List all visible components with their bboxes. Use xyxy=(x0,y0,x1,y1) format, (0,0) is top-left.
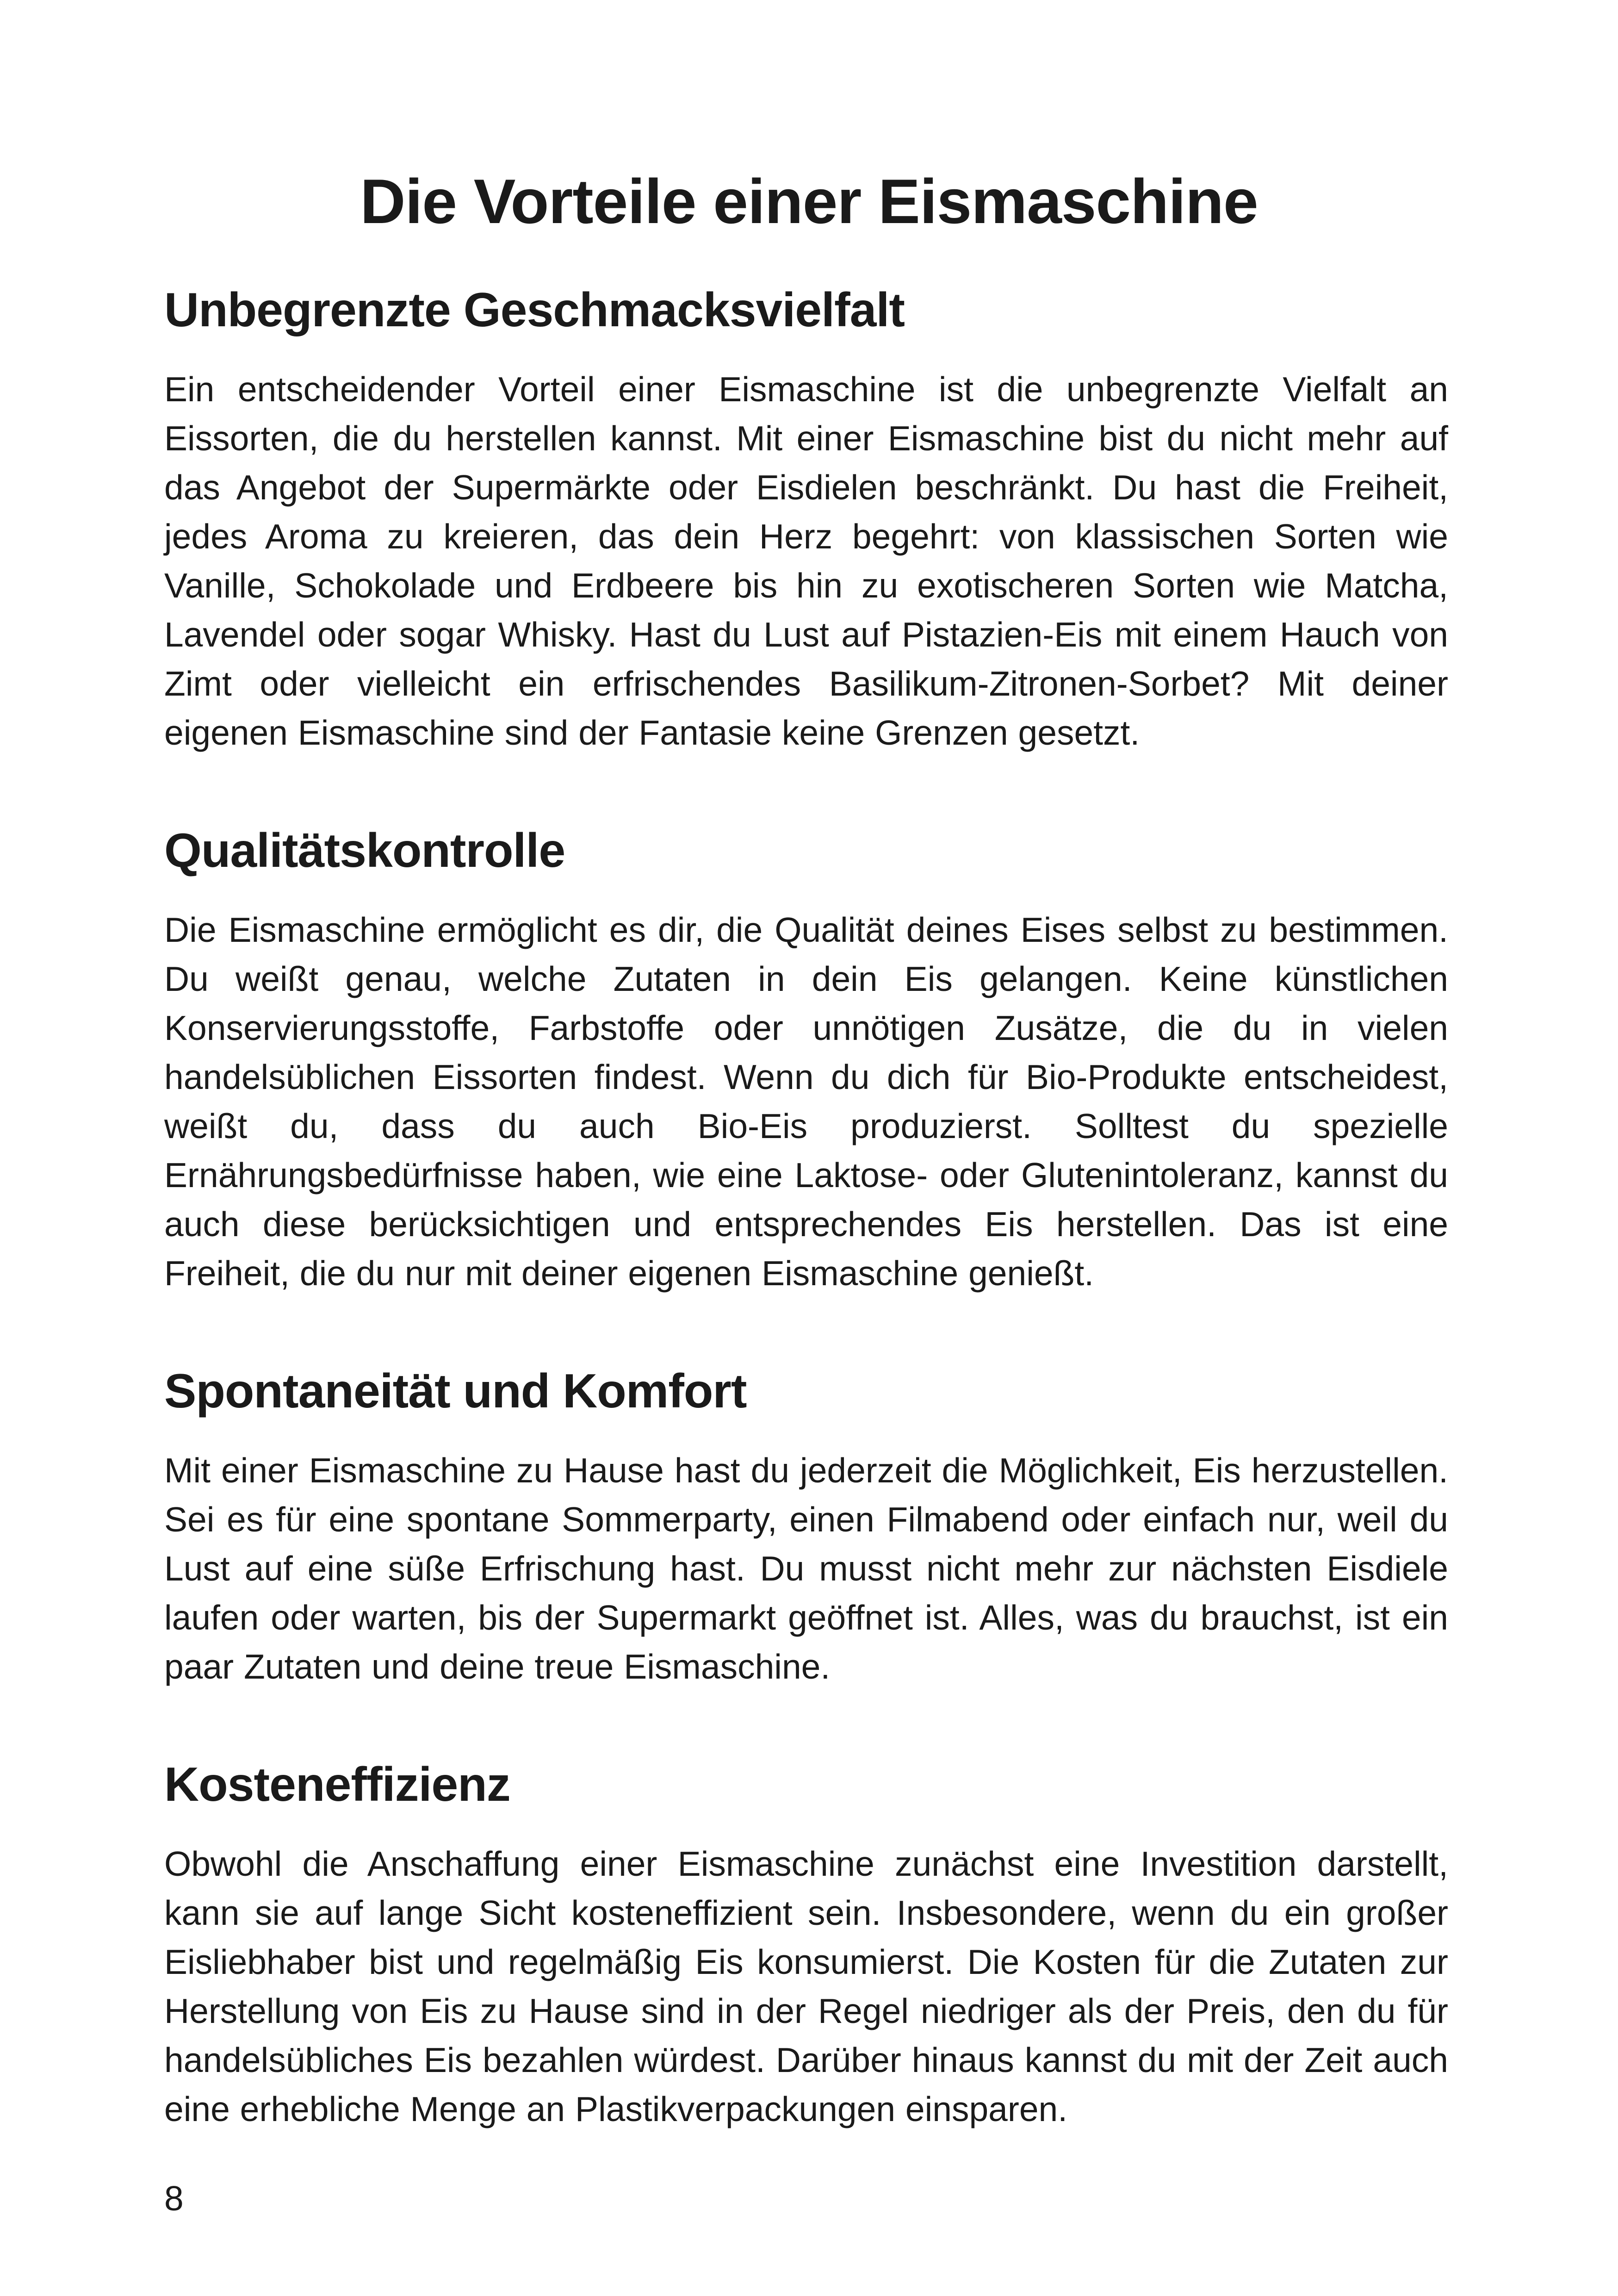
section-heading: Kosteneffizienz xyxy=(164,1758,510,1811)
section-qualitaetskontrolle xyxy=(164,818,1448,1298)
section-kosteneffizienz xyxy=(164,1752,1448,2134)
section-paragraph: Die Eismaschine ermöglicht es dir, die Qualität deines Eises selbst zu bestimmen. Du weißt genau, welche Zutaten in dein Eis gelangen. Keine künstlichen Konservierungsstoffe, Farbstoffe oder unnötigen Zusätze, die du in vielen handelsüblichen Eissorten findest. Wenn du dich für Bio-Produkte entscheidest, weißt du, dass du auch Bio-Eis produzierst. Solltest du spezielle Ernährungsbedürfnisse haben, wie eine Laktose- oder Glutenintoleranz, kannst du auch diese berücksichtigen und entsprechendes Eis herstellen. Das ist eine Freiheit, die du nur mit deiner eigenen Eismaschine genießt. xyxy=(164,910,1448,1293)
section-heading: Qualitätskontrolle xyxy=(164,824,565,877)
page-number: 8 xyxy=(164,2179,184,2218)
section-paragraph: Obwohl die Anschaffung einer Eismaschine zunächst eine Investition darstellt, kann sie auf lange Sicht kosteneffizient sein. Insbesondere, wenn du ein großer Eisliebhaber bist und regelmäßig Eis konsumierst. Die Kosten für die Zutaten zur Herstellung von Eis zu Hause sind in der Regel niedriger als der Preis, den du für handelsübliches Eis bezahlen würdest. Darüber hinaus kannst du mit der Zeit auch eine erhebliche Menge an Plastikverpackungen einsparen. xyxy=(164,1844,1448,2128)
section-paragraph: Mit einer Eismaschine zu Hause hast du jederzeit die Möglichkeit, Eis herzustellen. Sei es für eine spontane Sommerparty, einen Filmabend oder einfach nur, weil du Lust auf eine süße Erfrischung hast. Du musst nicht mehr zur nächsten Eisdiele laufen oder warten, bis der Supermarkt geöffnet ist. Alles, was du brauchst, ist ein paar Zutaten und deine treue Eismaschine. xyxy=(164,1451,1448,1686)
section-paragraph: Ein entscheidender Vorteil einer Eismaschine ist die unbegrenzte Vielfalt an Eissorten, die du herstellen kannst. Mit einer Eismaschine bist du nicht mehr auf das Angebot der Supermärkte oder Eisdielen beschränkt. Du hast die Freiheit, jedes Aroma zu kreieren, das dein Herz begehrt: von klassischen Sorten wie Vanille, Schokolade und Erdbeere bis hin zu exotischeren Sorten wie Matcha, Lavendel oder sogar Whisky. Hast du Lust auf Pistazien-Eis mit einem Hauch von Zimt oder vielleicht ein erfrischendes Basilikum-Zitronen-Sorbet? Mit deiner eigenen Eismaschine sind der Fantasie keine Grenzen gesetzt. xyxy=(164,370,1448,752)
section-heading: Unbegrenzte Geschmacksvielfalt xyxy=(164,283,905,337)
section-geschmacksvielfalt xyxy=(164,278,1448,757)
section-heading: Spontaneität und Komfort xyxy=(164,1364,747,1418)
page-title: Die Vorteile einer Eismaschine xyxy=(360,166,1258,236)
section-spontaneitaet-komfort xyxy=(164,1359,1448,1691)
page-content xyxy=(164,278,1448,2134)
